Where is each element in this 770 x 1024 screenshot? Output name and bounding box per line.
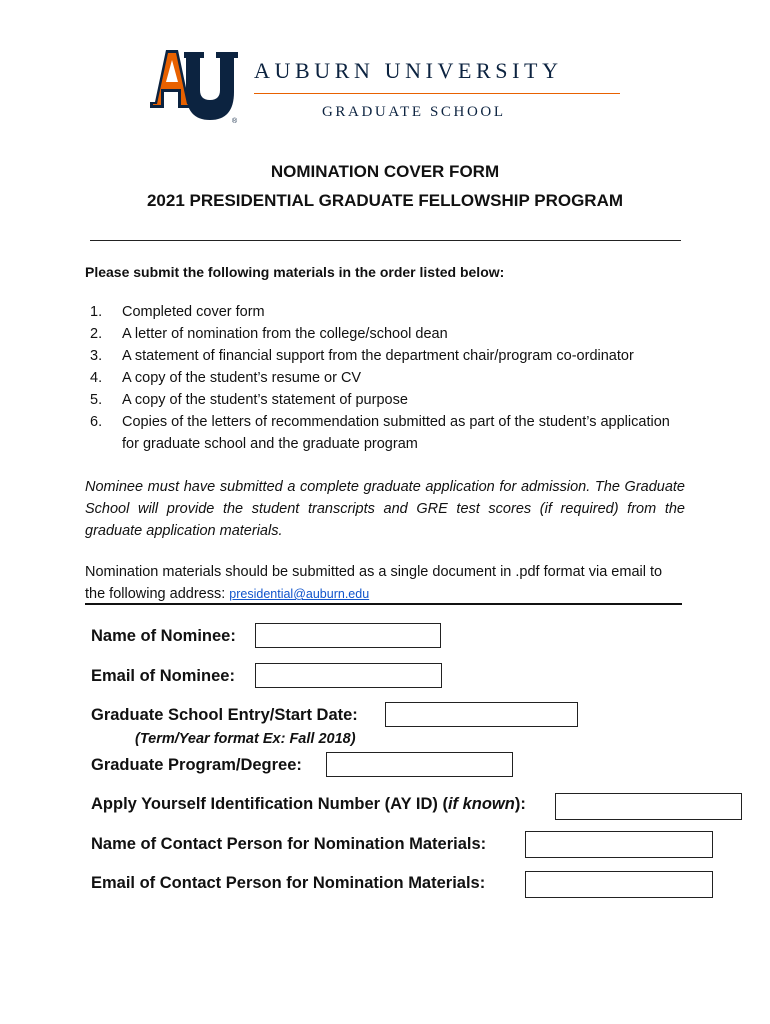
- header-divider: [254, 93, 620, 94]
- nominee-name-input[interactable]: [256, 624, 440, 647]
- ay-id-input[interactable]: [556, 794, 741, 819]
- list-item: [90, 345, 675, 367]
- contact-email-label: Email of Contact Person for Nomination Materials:: [91, 874, 486, 892]
- list-item: [90, 301, 675, 323]
- entry-date-hint: (Term/Year format Ex: Fall 2018): [135, 731, 356, 747]
- list-item-text: A statement of financial support from the department chair/program co-ordinator: [122, 348, 634, 364]
- section-divider: [85, 603, 682, 605]
- instructions-heading: Please submit the following materials in the order listed below:: [85, 264, 505, 280]
- submission-note: [85, 561, 685, 605]
- ay-id-label: [91, 795, 526, 814]
- contact-email-input[interactable]: [526, 872, 712, 897]
- nominee-name-label: Name of Nominee:: [91, 627, 236, 645]
- contact-name-input[interactable]: [526, 832, 712, 857]
- eligibility-note: Nominee must have submitted a complete graduate application for admission. The Graduate School will provide the student transcripts and GRE test scores (if required) from the graduate application materials.: [85, 479, 685, 539]
- list-item-number: 3.: [90, 348, 103, 364]
- program-input[interactable]: [327, 753, 512, 776]
- program-box[interactable]: [326, 752, 513, 777]
- logo-trademark: ®: [232, 118, 238, 125]
- list-item: [90, 389, 675, 411]
- auburn-au-logo: [148, 46, 240, 126]
- ay-id-box[interactable]: [555, 793, 742, 820]
- entry-date-label: Graduate School Entry/Start Date:: [91, 706, 358, 724]
- nominee-email-input[interactable]: [256, 664, 441, 687]
- entry-date-box[interactable]: [385, 702, 578, 727]
- entry-date-input[interactable]: [386, 703, 577, 726]
- nominee-email-label: Email of Nominee:: [91, 667, 235, 685]
- list-item-text: A copy of the student’s resume or CV: [122, 370, 362, 386]
- list-item-number: 4.: [90, 370, 103, 386]
- nominee-email-box[interactable]: [255, 663, 442, 688]
- university-name: AUBURN UNIVERSITY: [254, 58, 563, 83]
- list-item: [90, 323, 675, 345]
- program-title: 2021 PRESIDENTIAL GRADUATE FELLOWSHIP PROGRAM: [146, 191, 624, 210]
- form-title: NOMINATION COVER FORM: [270, 162, 500, 181]
- nominee-name-box[interactable]: [255, 623, 441, 648]
- contact-email-box[interactable]: [525, 871, 713, 898]
- submission-note-text: Nomination materials should be submitted as a single document in .pdf format via email to the following address:: [85, 564, 663, 602]
- contact-name-label: Name of Contact Person for Nomination Materials:: [91, 835, 487, 853]
- list-item-number: 1.: [90, 304, 103, 320]
- school-name: GRADUATE SCHOOL: [322, 104, 506, 120]
- list-item: [90, 367, 675, 389]
- title-divider: [90, 240, 681, 241]
- list-item-number: 2.: [90, 326, 103, 342]
- list-item-text: Completed cover form: [122, 304, 265, 320]
- ay-id-label-end: ):: [514, 795, 526, 813]
- submission-email-link[interactable]: presidential@auburn.edu: [229, 587, 370, 601]
- contact-name-box[interactable]: [525, 831, 713, 858]
- list-item-number: 5.: [90, 392, 103, 408]
- materials-list: [90, 301, 675, 455]
- list-item-text: A letter of nomination from the college/school dean: [122, 326, 448, 342]
- ay-id-label-known: if known: [447, 795, 515, 813]
- list-item-text: A copy of the student’s statement of purpose: [122, 392, 408, 408]
- ay-id-label-main: Apply Yourself Identification Number (AY ID) (: [91, 795, 448, 813]
- list-item: [90, 411, 675, 455]
- program-label: Graduate Program/Degree:: [91, 756, 302, 774]
- list-item-number: 6.: [90, 414, 103, 430]
- list-item-text: Copies of the letters of recommendation submitted as part of the student’s application for graduate school and the graduate program: [122, 414, 670, 452]
